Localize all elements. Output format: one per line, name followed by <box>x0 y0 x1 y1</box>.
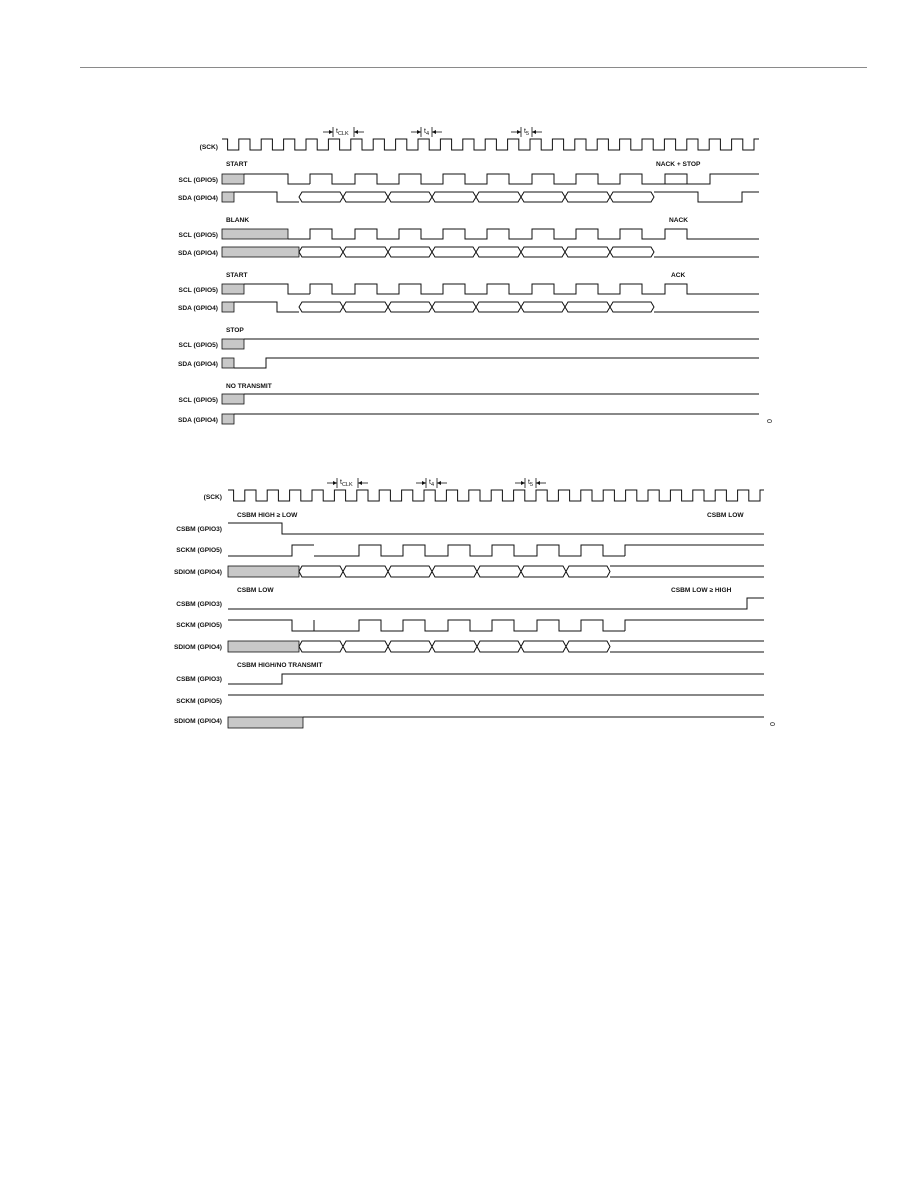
sda-data-cell <box>388 302 432 312</box>
scl-pulses <box>310 174 710 184</box>
sda-data-cell <box>388 247 432 257</box>
sdiom-data-cell <box>521 566 566 577</box>
sdiom-data-cell <box>477 641 521 652</box>
row-label-sdiom: SDIOM (GPIO4) <box>174 718 222 725</box>
sdiom-data-cell <box>388 566 432 577</box>
header-rule <box>80 67 867 68</box>
csbm-rise <box>228 674 764 684</box>
sda-data-cell <box>565 192 610 202</box>
t5-label: $t_5$ <box>524 128 530 137</box>
sdiom-data-cell <box>432 566 477 577</box>
sckm-lead <box>228 545 314 556</box>
sdiom-shade <box>228 717 303 728</box>
t5-marker-arrow <box>536 481 540 485</box>
t-clk-label: $t_{CLK}$ <box>340 479 353 488</box>
sckm-pulses <box>314 620 625 631</box>
timing-annotations <box>340 479 533 488</box>
t5-marker-arrow <box>521 481 525 485</box>
sda-data-cell <box>610 192 654 202</box>
sda-lead <box>234 302 299 312</box>
csbm-fall <box>228 523 764 534</box>
row-label-sckm: SCKM (GPIO5) <box>176 698 222 705</box>
blank-shade <box>222 229 288 239</box>
group-title-csbm-low: CSBM LOW <box>237 587 274 594</box>
notransmit-shade <box>222 394 244 404</box>
t5-label: $t_5$ <box>528 479 534 488</box>
sdiom-data-cell <box>566 566 610 577</box>
t4-label: $t_4$ <box>424 128 430 137</box>
row-label-scl: SCL (GPIO5) <box>178 177 218 184</box>
group-title-csbm-high-low: CSBM HIGH ≥ LOW <box>237 512 298 519</box>
sdiom-shade <box>228 566 299 577</box>
sda-data-cell <box>432 192 476 202</box>
group-title-csbm-low: CSBM LOW <box>707 512 744 519</box>
sda-stop <box>654 192 759 202</box>
row-label-sda: SDA (GPIO4) <box>177 305 218 312</box>
sda-data-cell <box>476 192 521 202</box>
start-shade <box>222 174 244 184</box>
clock-label: (SCK) <box>203 494 222 501</box>
row-label-sda: SDA (GPIO4) <box>177 417 218 424</box>
group-title-csbm-high-no-transmit: CSBM HIGH/NO TRANSMIT <box>237 662 323 669</box>
t4-marker-arrow <box>422 481 426 485</box>
sda-data-cell <box>343 247 388 257</box>
sdiom-data-cell <box>299 566 343 577</box>
csbm-rise <box>228 598 764 609</box>
sda-data-cell <box>299 247 343 257</box>
sda-data-cell <box>565 302 610 312</box>
row-label-scl: SCL (GPIO5) <box>178 342 218 349</box>
sda-data-cell <box>565 247 610 257</box>
tclk-marker-arrow <box>358 481 362 485</box>
row-label-csbm: CSBM (GPIO3) <box>176 601 222 608</box>
sda-data-cell <box>343 192 388 202</box>
t4-label: $t_4$ <box>429 479 435 488</box>
sda-shade <box>222 302 234 312</box>
sda-data-cell <box>388 192 432 202</box>
scl-stop <box>665 174 759 184</box>
sdiom-data-cell <box>343 641 388 652</box>
sckm-lead <box>228 620 314 631</box>
tclk-marker-arrow <box>329 130 333 134</box>
group-title-start: START <box>226 161 248 168</box>
sdiom-data-cell <box>477 566 521 577</box>
t-clk-label: $t_{CLK}$ <box>336 128 349 137</box>
sda-data-cell <box>432 247 476 257</box>
group-title-ack: ACK <box>671 272 686 279</box>
row-label-sda: SDA (GPIO4) <box>177 195 218 202</box>
scl-pulses <box>310 284 759 294</box>
stop-shade <box>222 339 244 349</box>
row-label-sda: SDA (GPIO4) <box>177 250 218 257</box>
sda-shade <box>222 358 234 368</box>
timing-annotations <box>336 128 529 137</box>
t4-marker-arrow <box>437 481 441 485</box>
group-title-nack-stop: NACK + STOP <box>656 161 701 168</box>
row-label-scl: SCL (GPIO5) <box>178 397 218 404</box>
row-label-sckm: SCKM (GPIO5) <box>176 622 222 629</box>
sckm-pulses <box>314 545 625 556</box>
row-label-csbm: CSBM (GPIO3) <box>176 526 222 533</box>
row-label-scl: SCL (GPIO5) <box>178 232 218 239</box>
sda-shade <box>222 414 234 424</box>
group-title-csbm-low-high: CSBM LOW ≥ HIGH <box>671 587 732 594</box>
sck-clock <box>228 490 764 501</box>
scl-pulses <box>288 229 759 239</box>
sda-data-cell <box>521 247 565 257</box>
sdiom-data-cell <box>388 641 432 652</box>
group-title-no-transmit: NO TRANSMIT <box>226 383 272 390</box>
sda-data-cell <box>299 192 343 202</box>
tclk-marker-arrow <box>354 130 358 134</box>
row-label-sdiom: SDIOM (GPIO4) <box>174 644 222 651</box>
sda-data-cell <box>343 302 388 312</box>
sdiom-data-cell <box>299 641 343 652</box>
group-title-nack: NACK <box>669 217 689 224</box>
row-label-sdiom: SDIOM (GPIO4) <box>174 569 222 576</box>
figure-spi-timing <box>174 478 777 728</box>
sda-rise <box>234 358 759 368</box>
figure-note: 0 <box>770 722 777 726</box>
sda-shade <box>222 247 299 257</box>
sda-data-cell <box>476 247 521 257</box>
waveforms <box>228 478 764 728</box>
row-label-sda: SDA (GPIO4) <box>177 361 218 368</box>
t5-marker-arrow <box>532 130 536 134</box>
row-label-scl: SCL (GPIO5) <box>178 287 218 294</box>
scl-lead <box>244 284 310 294</box>
group-title-stop: STOP <box>226 327 244 334</box>
sda-data-cell <box>476 302 521 312</box>
sckm-tail <box>625 620 764 631</box>
row-label-csbm: CSBM (GPIO3) <box>176 676 222 683</box>
sdiom-data-cell <box>566 641 610 652</box>
sckm-tail <box>625 545 764 556</box>
sdiom-data-cell <box>521 641 566 652</box>
sda-data-cell <box>521 192 565 202</box>
t4-marker-arrow <box>417 130 421 134</box>
sdiom-shade <box>228 641 299 652</box>
sdiom-data-cell <box>343 566 388 577</box>
sda-data-cell <box>432 302 476 312</box>
t5-marker-arrow <box>517 130 521 134</box>
sda-lead <box>234 192 299 202</box>
sdiom-data-cell <box>432 641 477 652</box>
group-title-blank: BLANK <box>226 217 250 224</box>
row-label-sckm: SCKM (GPIO5) <box>176 547 222 554</box>
t4-marker-arrow <box>432 130 436 134</box>
sda-data-cell <box>610 302 654 312</box>
tclk-marker-arrow <box>333 481 337 485</box>
clock-label: (SCK) <box>199 144 218 151</box>
group-title-start: START <box>226 272 248 279</box>
start-shade <box>222 284 244 294</box>
sda-data-cell <box>299 302 343 312</box>
figure-note: 0 <box>767 419 774 423</box>
sda-shade <box>222 192 234 202</box>
figure-i2c-timing <box>178 127 774 424</box>
sck-clock <box>222 139 759 150</box>
sda-data-cell <box>610 247 654 257</box>
scl-lead <box>244 174 310 184</box>
sda-data-cell <box>521 302 565 312</box>
